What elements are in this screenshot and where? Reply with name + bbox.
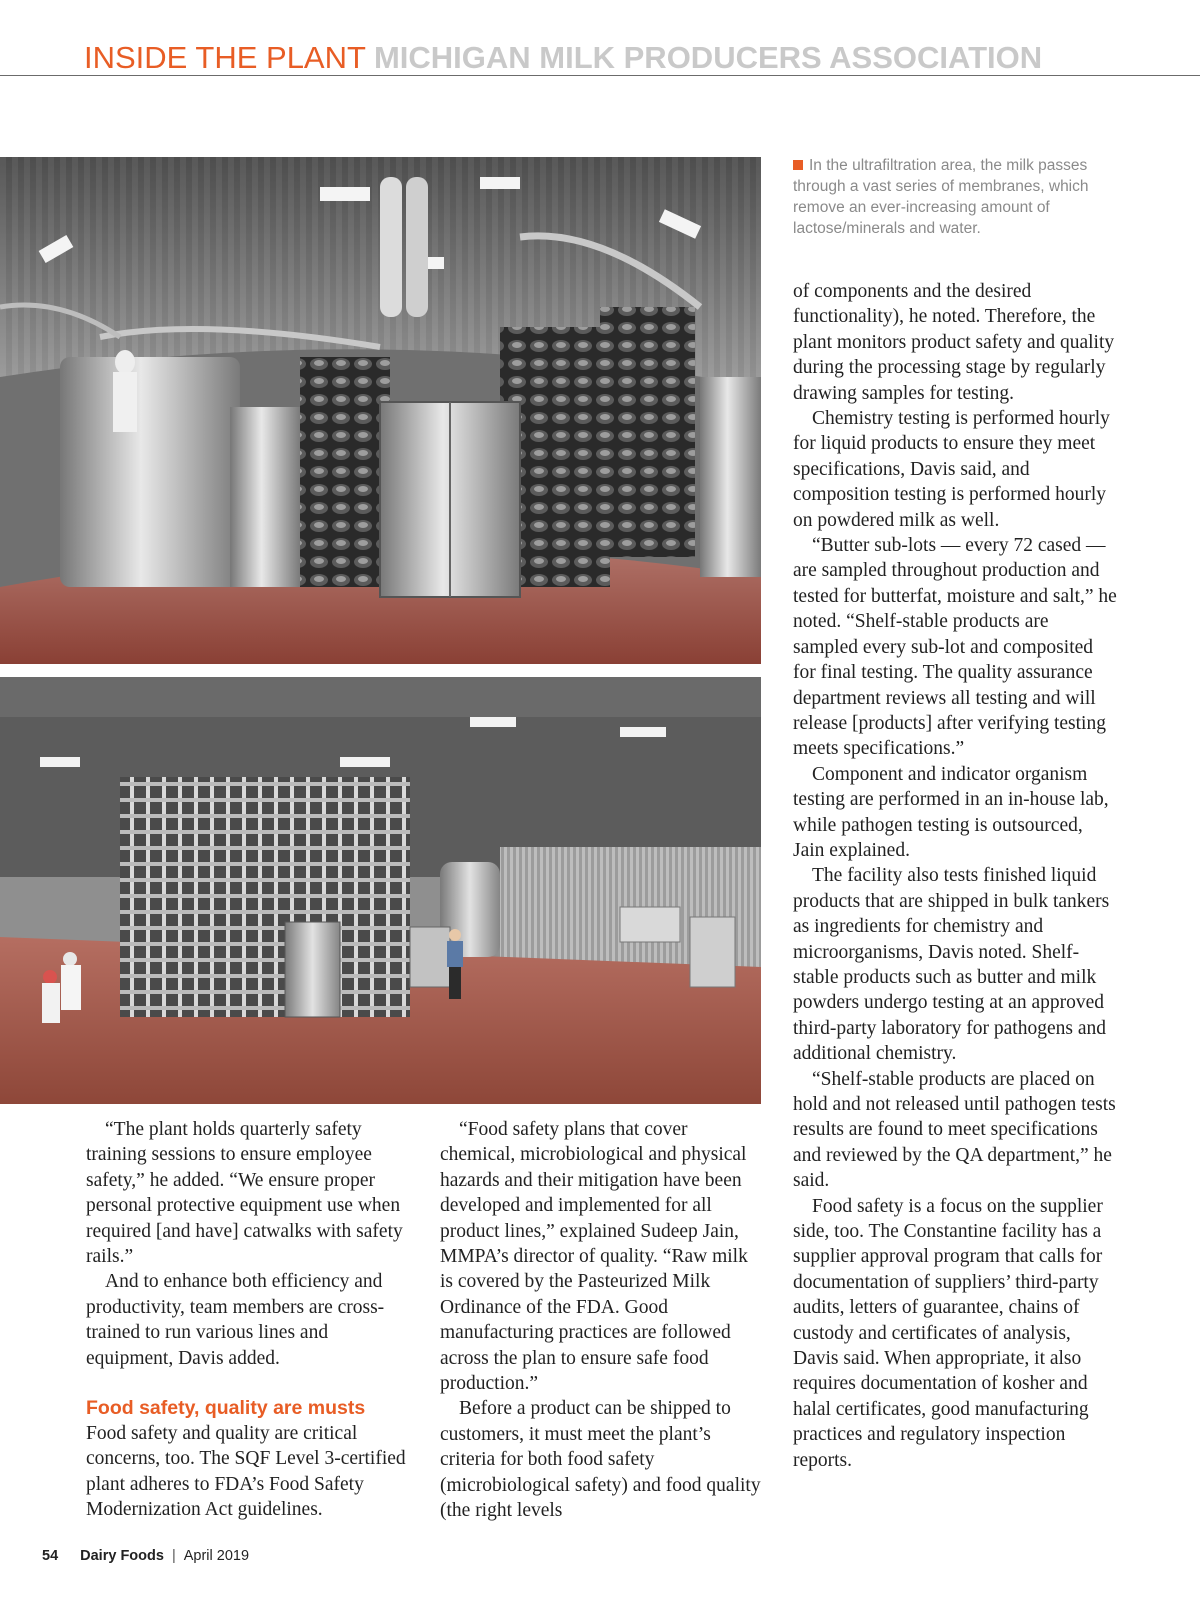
paragraph: Food safety and quality are critical concerns, too. The SQF Level 3-certified plant adheres to FDA’s Food Safety Modernization Act guidelines.	[86, 1423, 406, 1521]
caption-text: In the ultrafiltration area, the milk passes through a vast series of membranes, which remove an ever-increasing amount of lactose/minerals and water.	[793, 157, 1089, 237]
running-header	[84, 38, 1104, 78]
paragraph: Before a product can be shipped to customers, it must meet the plant’s criteria for both food safety (microbiological safety) and food quality (the right levels	[440, 1398, 761, 1522]
paragraph: Chemistry testing is performed hourly for liquid products to ensure they meet specifications, Davis said, and composition testing is performed hourly on powdered milk as well.	[793, 408, 1110, 531]
magazine-name: Dairy Foods	[80, 1548, 164, 1564]
paragraph: “Food safety plans that cover chemical, microbiological and physical hazards and their mitigation have been developed and implemented for all product lines,” explained Sudeep Jain, MMPA’s director of quality. “Raw milk is covered by the Pasteurized Milk Ordinance of the FDA. Good manufacturing practices are followed across the plan to ensure safe food production.”	[440, 1119, 748, 1395]
caption-marker	[793, 160, 803, 170]
photo-ultrafiltration-area	[0, 157, 761, 664]
paragraph: Component and indicator organism testing are performed in an in-house lab, while pathogen testing is outsourced, Jain explained.	[793, 763, 1109, 861]
issue-date: April 2019	[183, 1548, 250, 1564]
section-title: INSIDE THE PLANT	[84, 40, 366, 75]
page-footer	[42, 1548, 249, 1564]
photo-processing-floor	[0, 677, 761, 1104]
paragraph: Food safety is a focus on the supplier side, too. The Constantine facility has a supplier approval program that calls for documentation of suppliers’ third-party audits, letters of guarantee, chains of custody and certificates of analysis, Davis said. When appropriate, it also requires documentation of kosher and halal certificates, good manufacturing practices and regulatory inspection reports.	[793, 1195, 1103, 1471]
paragraph: “Butter sub-lots — every 72 cased — are sampled throughout production and tested for butterfat, moisture and salt,” he noted. “Shelf-stable products are sampled every sub-lot and composited for final testing. The quality assurance department reviews all testing and will release [products] after verifying testing meets specifications.”	[793, 535, 1117, 760]
paragraph: of components and the desired functionality), he noted. Therefore, the plant monitors product safety and quality during the processing stage by regularly drawing samples for testing.	[793, 281, 1115, 404]
paragraph: “Shelf-stable products are placed on hold and not released until pathogen tests results are found to meet specifications and reviewed by the QA department,” he said.	[793, 1068, 1116, 1192]
article-column-3	[793, 279, 1118, 1473]
page-number: 54	[42, 1548, 59, 1564]
article-column-2	[440, 1117, 765, 1524]
paragraph: “The plant holds quarterly safety training sessions to ensure employee safety,” he added. “We ensure proper personal protective equipment use when required [and have] catwalks with safety rails.”	[86, 1119, 403, 1268]
photo-caption	[793, 155, 1123, 239]
paragraph: The facility also tests finished liquid products that are shipped in bulk tankers as ingredients for chemistry and microorganisms, Davis noted. Shelf-stable products such as butter and milk powders undergo testing at an approved third-party laboratory for pathogens and additional chemistry.	[793, 865, 1110, 1065]
paragraph: And to enhance both efficiency and productivity, team members are cross-trained to run various lines and equipment, Davis added.	[86, 1271, 385, 1369]
footer-separator: |	[171, 1548, 176, 1564]
article-column-1	[86, 1117, 411, 1523]
company-title: MICHIGAN MILK PRODUCERS ASSOCIATION	[373, 40, 1043, 75]
section-subhead: Food safety, quality are musts	[86, 1397, 366, 1420]
header-rule	[0, 75, 1200, 76]
